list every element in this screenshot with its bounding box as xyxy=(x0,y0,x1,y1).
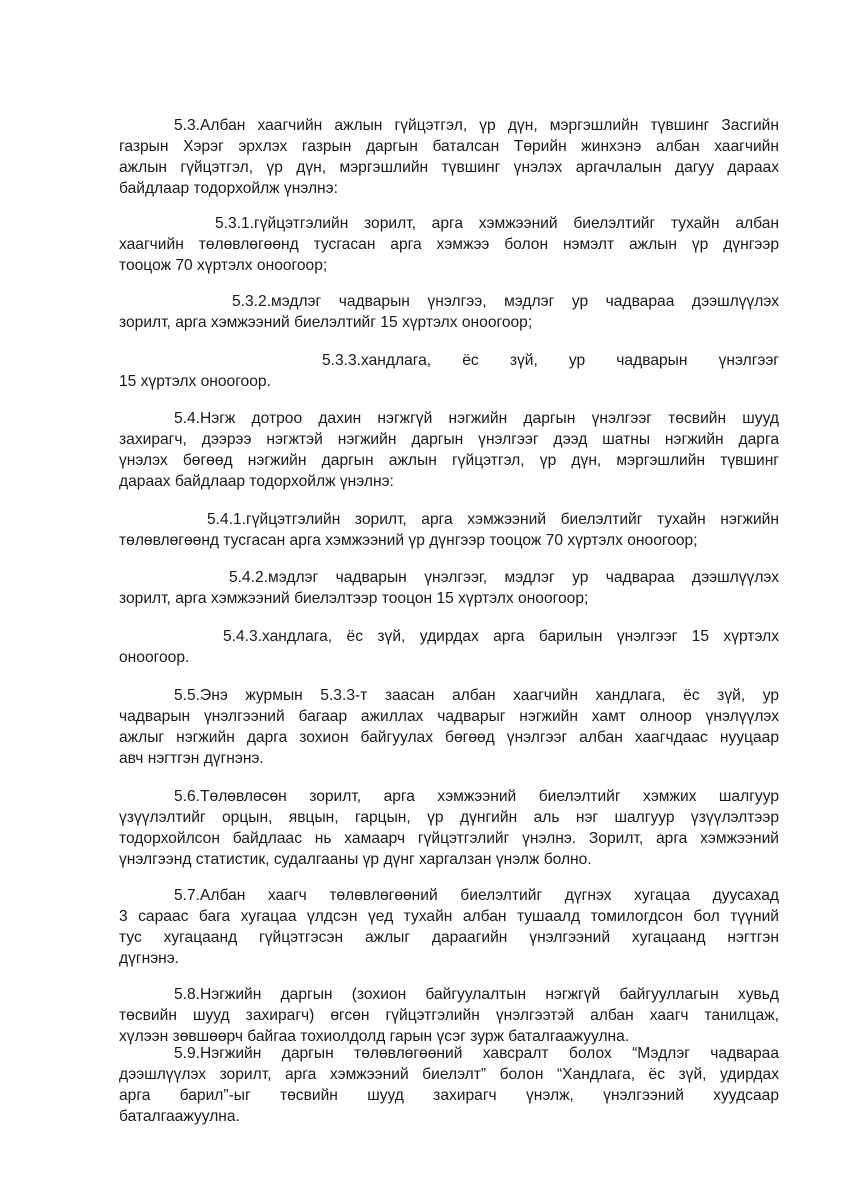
paragraph-line: 5.4.2.мэдлэг чадварын үнэлгээг, мэдлэг ур чадвараа дээшлүүлэх xyxy=(229,569,779,586)
paragraph-line: тооцож 70 хүртэлх оноогоор; xyxy=(119,257,328,274)
paragraph-line: зорилт, арга хэмжээний биелэлтээр тооцон 15 хүртэлх оноогоор; xyxy=(119,590,589,607)
paragraph-5-4 xyxy=(119,408,779,492)
paragraph-line: оноогоор. xyxy=(119,649,190,666)
paragraph-5-4-2 xyxy=(119,567,779,609)
paragraph-line: 5.4.Нэгж дотроо дахин нэгжгүй нэгжийн даргын үнэлгээг төсвийн шууд xyxy=(174,410,779,427)
paragraph-line: 5.3.3.хандлага, ёс зүй, ур чадварын үнэлгээг xyxy=(322,352,779,369)
paragraph-line: үзүүлэлтийг орцын, явцын, гарцын, үр дүнгийн аль нэг шалгуур үзүүлэлтээр xyxy=(119,809,779,826)
paragraph-line: төлөвлөгөөнд тусгасан арга хэмжээний үр дүнгээр тооцож 70 хүртэлх оноогоор; xyxy=(119,532,698,549)
paragraph-line: дүгнэнэ. xyxy=(119,950,180,967)
paragraph-line: төсвийн шууд захирагч) өгсөн гүйцэтгэлийн үнэлгээтэй албан хаагч танилцаж, xyxy=(119,1007,779,1024)
paragraph-5-9 xyxy=(119,1043,779,1127)
paragraph-line: газрын Хэрэг эрхлэх газрын даргын баталсан Төрийн жинхэнэ албан хаагчийн xyxy=(119,138,779,155)
paragraph-line: дээшлүүлэх зорилт, арга хэмжээний биелэлт” болон “Хандлага, ёс зүй, удирдах xyxy=(119,1066,779,1083)
paragraph-5-8 xyxy=(119,984,779,1047)
paragraph-5-6 xyxy=(119,786,779,870)
paragraph-line: байдлаар тодорхойлж үнэлнэ: xyxy=(119,180,338,197)
paragraph-line: тодорхойлсон байдлаас нь хамаарч гүйцэтгэлийг үнэлнэ. Зорилт, арга хэмжээний xyxy=(119,830,779,847)
paragraph-line: авч нэгтгэн дүгнэнэ. xyxy=(119,750,264,767)
paragraph-line: 3 сараас бага хугацаа үлдсэн үед тухайн албан тушаалд томилогдсон бол түүний xyxy=(119,908,779,925)
paragraph-line: ажлыг нэгжийн дарга зохион байгуулах бөгөөд үнэлгээг албан хаагчдаас нууцаар xyxy=(119,729,779,746)
paragraph-line: 5.3.1.гүйцэтгэлийн зорилт, арга хэмжээний биелэлтийг тухайн албан xyxy=(215,215,779,232)
paragraph-5-5 xyxy=(119,685,779,769)
paragraph-line: 5.4.3.хандлага, ёс зүй, удирдах арга барилын үнэлгээг 15 хүртэлх xyxy=(223,628,779,645)
paragraph-line: 5.7.Албан хаагч төлөвлөгөөний биелэлтийг дүгнэх хугацаа дуусахад xyxy=(174,887,779,904)
paragraph-5-3 xyxy=(119,115,779,199)
paragraph-line: хаагчийн төлөвлөгөөнд тусгасан арга хэмжээ болон нэмэлт ажлын үр дүнгээр xyxy=(119,236,779,253)
paragraph-line: баталгаажуулна. xyxy=(119,1108,240,1125)
paragraph-5-3-2 xyxy=(119,291,779,333)
paragraph-line: 5.6.Төлөвлөсөн зорилт, арга хэмжээний биелэлтийг хэмжих шалгуур xyxy=(174,788,779,805)
paragraph-line: 5.5.Энэ журмын 5.3.3-т заасан албан хаагчийн хандлага, ёс зүй, ур xyxy=(174,687,779,704)
paragraph-line: ажлын гүйцэтгэл, үр дүн, мэргэшлийн түвшинг үнэлэх аргачлалын дагуу дараах xyxy=(119,159,779,176)
paragraph-line: хүлээн зөвшөөрч байгаа тохиолдолд гарын үсэг зурж баталгаажуулна. xyxy=(119,1028,630,1045)
paragraph-line: зорилт, арга хэмжээний биелэлтийг 15 хүртэлх оноогоор; xyxy=(119,314,533,331)
paragraph-line: захирагч, дээрээ нэгжтэй нэгжийн даргын үнэлгээг дээд шатны нэгжийн дарга xyxy=(119,431,779,448)
paragraph-5-7 xyxy=(119,885,779,969)
paragraph-5-4-1 xyxy=(119,509,779,551)
paragraph-line: 5.8.Нэгжийн даргын (зохион байгуулалтын нэгжгүй байгууллагын хувьд xyxy=(174,986,779,1003)
paragraph-5-3-1 xyxy=(119,213,779,276)
paragraph-line: 5.3.2.мэдлэг чадварын үнэлгээ, мэдлэг ур чадвараа дээшлүүлэх xyxy=(232,293,779,310)
paragraph-5-4-3 xyxy=(119,626,779,668)
paragraph-line: 5.4.1.гүйцэтгэлийн зорилт, арга хэмжээний биелэлтийг тухайн нэгжийн xyxy=(207,511,779,528)
paragraph-line: 5.9.Нэгжийн даргын төлөвлөгөөний хавсралт болох “Мэдлэг чадвараа xyxy=(174,1045,779,1062)
paragraph-5-3-3 xyxy=(119,350,779,392)
paragraph-line: чадварын үнэлгээний багаар ажиллах чадварыг нэгжийн хамт олноор үнэлүүлэх xyxy=(119,708,779,725)
paragraph-line: 15 хүртэлх оноогоор. xyxy=(119,373,271,390)
paragraph-line: арга барил”-ыг төсвийн шууд захирагч үнэлж, үнэлгээний хуудсаар xyxy=(119,1087,779,1104)
paragraph-line: 5.3.Албан хаагчийн ажлын гүйцэтгэл, үр дүн, мэргэшлийн түвшинг Засгийн xyxy=(174,117,779,134)
paragraph-line: дараах байдлаар тодорхойлж үнэлнэ: xyxy=(119,473,394,490)
paragraph-line: үнэлэх бөгөөд нэгжийн даргын ажлын гүйцэтгэл, үр дүн, мэргэшлийн түвшинг xyxy=(119,452,779,469)
paragraph-line: тус хугацаанд гүйцэтгэсэн ажлыг дараагийн үнэлгээний хугацаанд нэгтгэн xyxy=(119,929,779,946)
paragraph-line: үнэлгээнд статистик, судалгааны үр дүнг харгалзан үнэлж болно. xyxy=(119,851,592,868)
